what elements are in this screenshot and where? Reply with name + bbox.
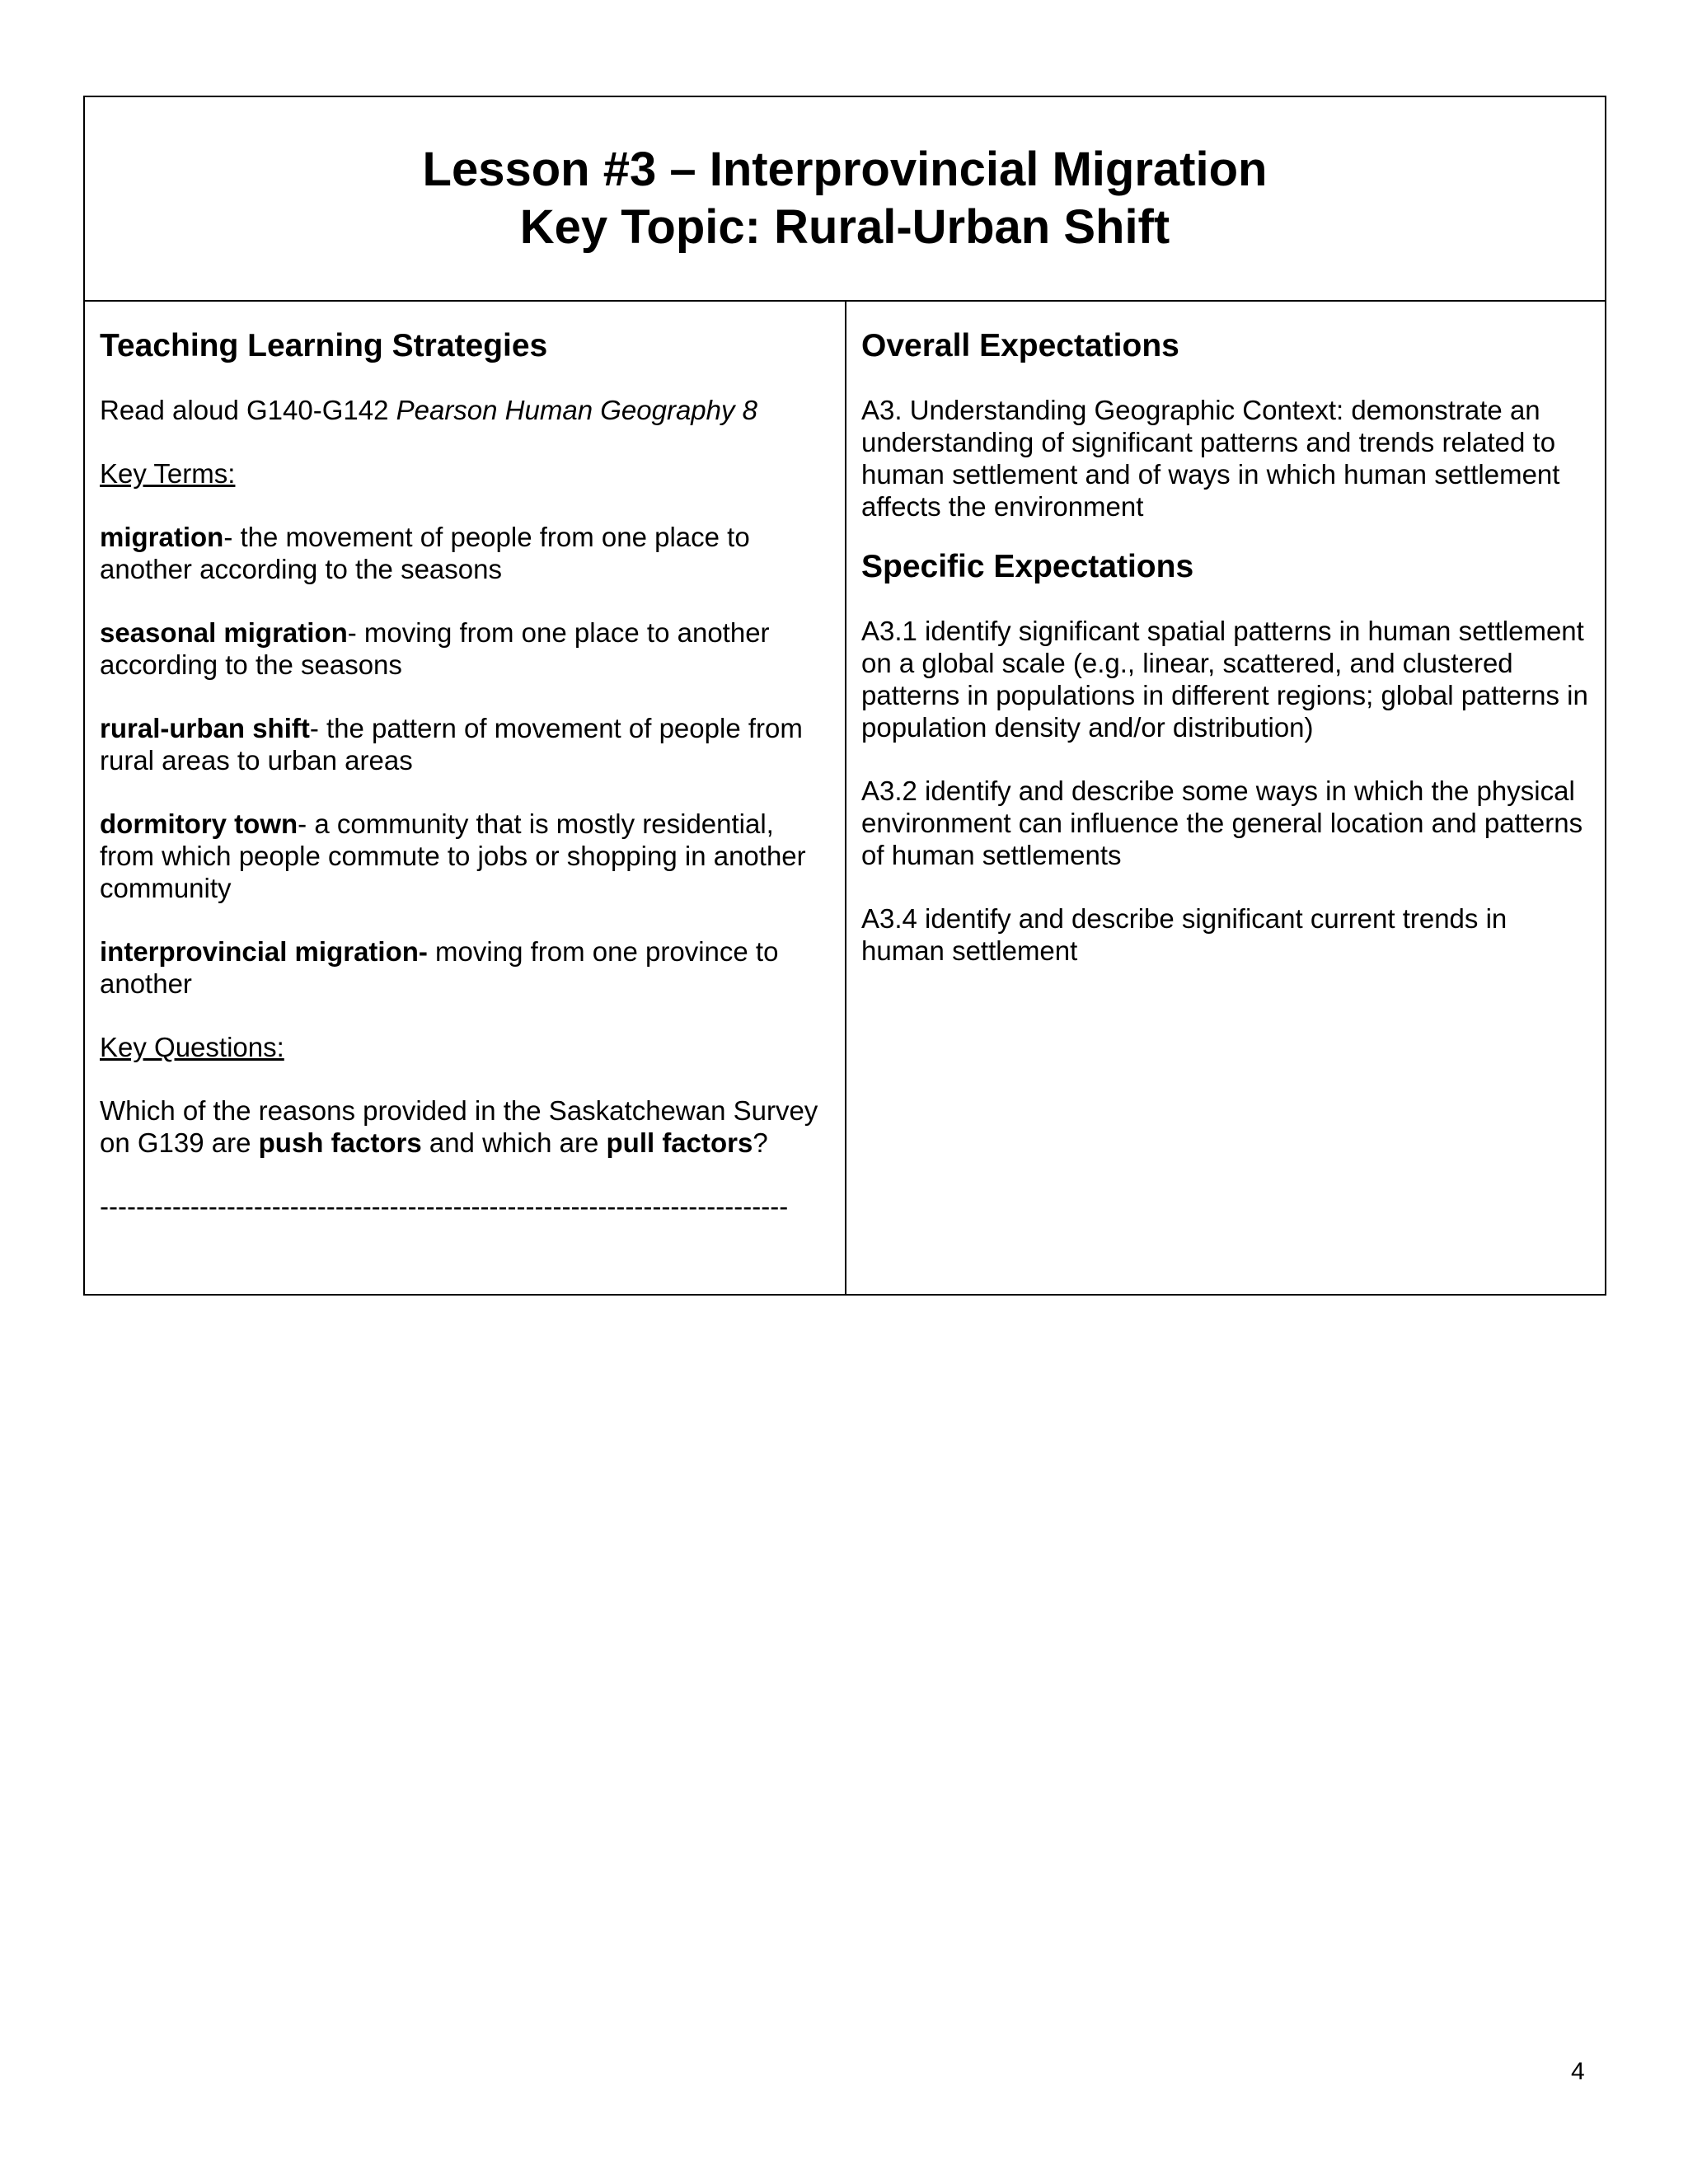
teaching-strategies-column — [85, 302, 846, 1294]
page-number: 4 — [1571, 2058, 1585, 2085]
expectations-column — [846, 302, 1605, 1294]
question-text: and which are — [421, 1127, 607, 1158]
teaching-strategies-heading: Teaching Learning Strategies — [100, 328, 548, 363]
term-item — [100, 808, 832, 904]
term-item — [100, 935, 832, 1000]
specific-expectations-heading: Specific Expectations — [861, 549, 1194, 584]
term-name: migration — [100, 522, 224, 552]
term-definition: - moving from one place to another according to the seasons — [100, 617, 770, 680]
read-aloud-line — [100, 394, 832, 426]
key-question — [100, 1094, 832, 1159]
term-item — [100, 521, 832, 585]
specific-expectation-item: A3.1 identify significant spatial patterns in human settlement on a global scale (e.g., linear, scattered, and clustered patterns in populations in different regions; global patterns in population density and/or distribution) — [861, 616, 1588, 743]
term-item — [100, 616, 832, 681]
content-row — [85, 302, 1605, 1294]
term-name: rural-urban shift — [100, 713, 310, 743]
term-name: interprovincial migration- — [100, 936, 428, 967]
term-name: seasonal migration — [100, 617, 348, 648]
dashed-divider: ---------------------------------------------------------------------------- — [100, 1191, 789, 1221]
specific-expectation-item: A3.4 identify and describe significant current trends in human settlement — [861, 903, 1507, 966]
question-text: Which of the reasons provided in the Saskatchewan Survey on G139 are — [100, 1095, 818, 1158]
key-terms-label: Key Terms: — [100, 458, 236, 489]
key-questions-label: Key Questions: — [100, 1032, 284, 1062]
question-text: ? — [753, 1127, 768, 1158]
key-topic-title: Key Topic: Rural-Urban Shift — [519, 200, 1170, 254]
title-block — [85, 97, 1605, 302]
term-definition: - a community that is mostly residential, from which people commute to jobs or shopping in another community — [100, 808, 806, 903]
term-item — [100, 712, 832, 776]
specific-expectation-item: A3.2 identify and describe some ways in which the physical environment can influence the general location and patterns of human settlements — [861, 776, 1583, 870]
read-aloud-prefix: Read aloud G140-G142 — [100, 395, 396, 425]
term-name: dormitory town — [100, 808, 298, 839]
overall-expectations-heading: Overall Expectations — [861, 328, 1179, 363]
lesson-title: Lesson #3 – Interprovincial Migration — [422, 143, 1268, 196]
pull-factors-term: pull factors — [606, 1127, 753, 1158]
term-definition: - the pattern of movement of people from rural areas to urban areas — [100, 713, 803, 776]
book-title: Pearson Human Geography 8 — [396, 395, 758, 425]
push-factors-term: push factors — [258, 1127, 422, 1158]
term-definition: - the movement of people from one place to another according to the seasons — [100, 522, 750, 584]
overall-expectation-text: A3. Understanding Geographic Context: demonstrate an understanding of significant patterns and trends related to human settlement and of ways in which human settlement affects the environment — [861, 395, 1560, 522]
lesson-table — [83, 96, 1606, 1296]
term-definition: moving from one province to another — [100, 936, 779, 999]
